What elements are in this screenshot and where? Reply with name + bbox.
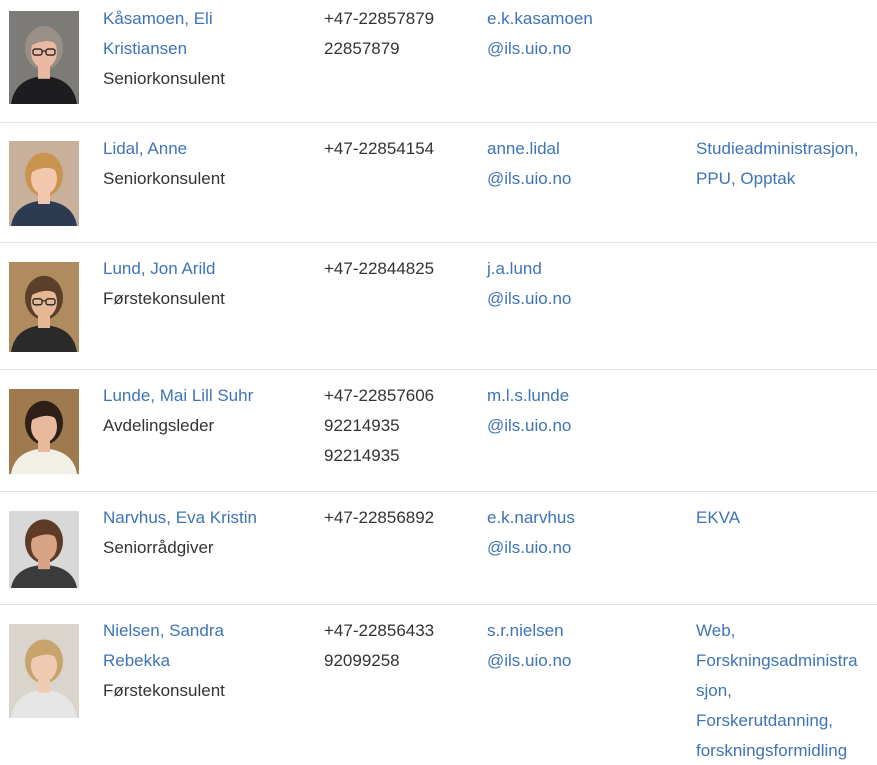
row-divider [0, 369, 877, 370]
phone-number: 92214935 [324, 446, 400, 465]
person-title: Seniorrådgiver [103, 538, 214, 557]
person-name-link[interactable]: Narvhus, Eva Kristin [103, 508, 257, 527]
person-photo[interactable] [9, 262, 79, 352]
person-email-cell [487, 254, 687, 314]
person-title: Seniorkonsulent [103, 69, 225, 88]
person-name-cell [103, 381, 313, 441]
person-title: Førstekonsulent [103, 681, 225, 700]
person-phone-cell [324, 254, 474, 284]
unit-link[interactable]: forskningsformidling [696, 741, 848, 760]
person-name-cell [103, 503, 313, 563]
email-link[interactable]: @ils.uio.no [487, 169, 572, 188]
person-phone-cell [324, 134, 474, 164]
person-phone-cell [324, 616, 474, 676]
person-name-link[interactable]: Lund, Jon Arild [103, 259, 216, 278]
person-units-cell [696, 134, 877, 194]
email-link[interactable]: e.k.kasamoen [487, 9, 593, 28]
unit-link[interactable]: EKVA [696, 508, 741, 527]
person-email-cell [487, 134, 687, 194]
person-title: Avdelingsleder [103, 416, 215, 435]
person-name-link[interactable]: Lidal, Anne [103, 139, 188, 158]
phone-number: +47-22856892 [324, 508, 435, 527]
person-title: Førstekonsulent [103, 289, 225, 308]
email-link[interactable]: @ils.uio.no [487, 651, 572, 670]
phone-number: 92214935 [324, 416, 400, 435]
email-link[interactable]: m.l.s.lunde [487, 386, 570, 405]
person-units-cell [696, 616, 877, 765]
person-name-link[interactable]: Rebekka [103, 651, 171, 670]
person-name-cell [103, 4, 313, 94]
person-photo[interactable] [9, 389, 79, 474]
unit-link[interactable]: sjon, [696, 681, 732, 700]
unit-link[interactable]: Forskerutdanning, [696, 711, 834, 730]
phone-number: 22857879 [324, 39, 400, 58]
email-link[interactable]: anne.lidal [487, 139, 560, 158]
person-phone-cell [324, 4, 474, 64]
person-photo[interactable] [9, 11, 79, 104]
row-divider [0, 604, 877, 605]
email-link[interactable]: s.r.nielsen [487, 621, 564, 640]
phone-number: +47-22844825 [324, 259, 435, 278]
phone-number: +47-22857606 [324, 386, 435, 405]
person-photo[interactable] [9, 511, 79, 588]
person-email-cell [487, 616, 687, 676]
email-link[interactable]: j.a.lund [487, 259, 542, 278]
unit-link[interactable]: Forskningsadministra [696, 651, 858, 670]
person-name-cell [103, 616, 313, 706]
row-divider [0, 491, 877, 492]
person-units-cell [696, 503, 877, 533]
person-name-cell [103, 134, 313, 194]
person-photo[interactable] [9, 624, 79, 718]
unit-link[interactable]: Web, [696, 621, 736, 640]
row-divider [0, 242, 877, 243]
person-email-cell [487, 381, 687, 441]
person-email-cell [487, 503, 687, 563]
unit-link[interactable]: Studieadministrasjon, [696, 139, 859, 158]
phone-number: +47-22854154 [324, 139, 435, 158]
phone-number: 92099258 [324, 651, 400, 670]
person-name-link[interactable]: Nielsen, Sandra [103, 621, 224, 640]
person-name-link[interactable]: Kåsamoen, Eli [103, 9, 213, 28]
email-link[interactable]: e.k.narvhus [487, 508, 575, 527]
person-title: Seniorkonsulent [103, 169, 225, 188]
phone-number: +47-22857879 [324, 9, 435, 28]
email-link[interactable]: @ils.uio.no [487, 289, 572, 308]
person-name-link[interactable]: Lunde, Mai Lill Suhr [103, 386, 254, 405]
person-photo[interactable] [9, 141, 79, 226]
person-name-link[interactable]: Kristiansen [103, 39, 188, 58]
email-link[interactable]: @ils.uio.no [487, 39, 572, 58]
phone-number: +47-22856433 [324, 621, 435, 640]
person-phone-cell [324, 381, 474, 471]
person-name-cell [103, 254, 313, 314]
email-link[interactable]: @ils.uio.no [487, 538, 572, 557]
email-link[interactable]: @ils.uio.no [487, 416, 572, 435]
person-email-cell [487, 4, 687, 64]
row-divider [0, 122, 877, 123]
unit-link[interactable]: PPU, Opptak [696, 169, 796, 188]
person-phone-cell [324, 503, 474, 533]
